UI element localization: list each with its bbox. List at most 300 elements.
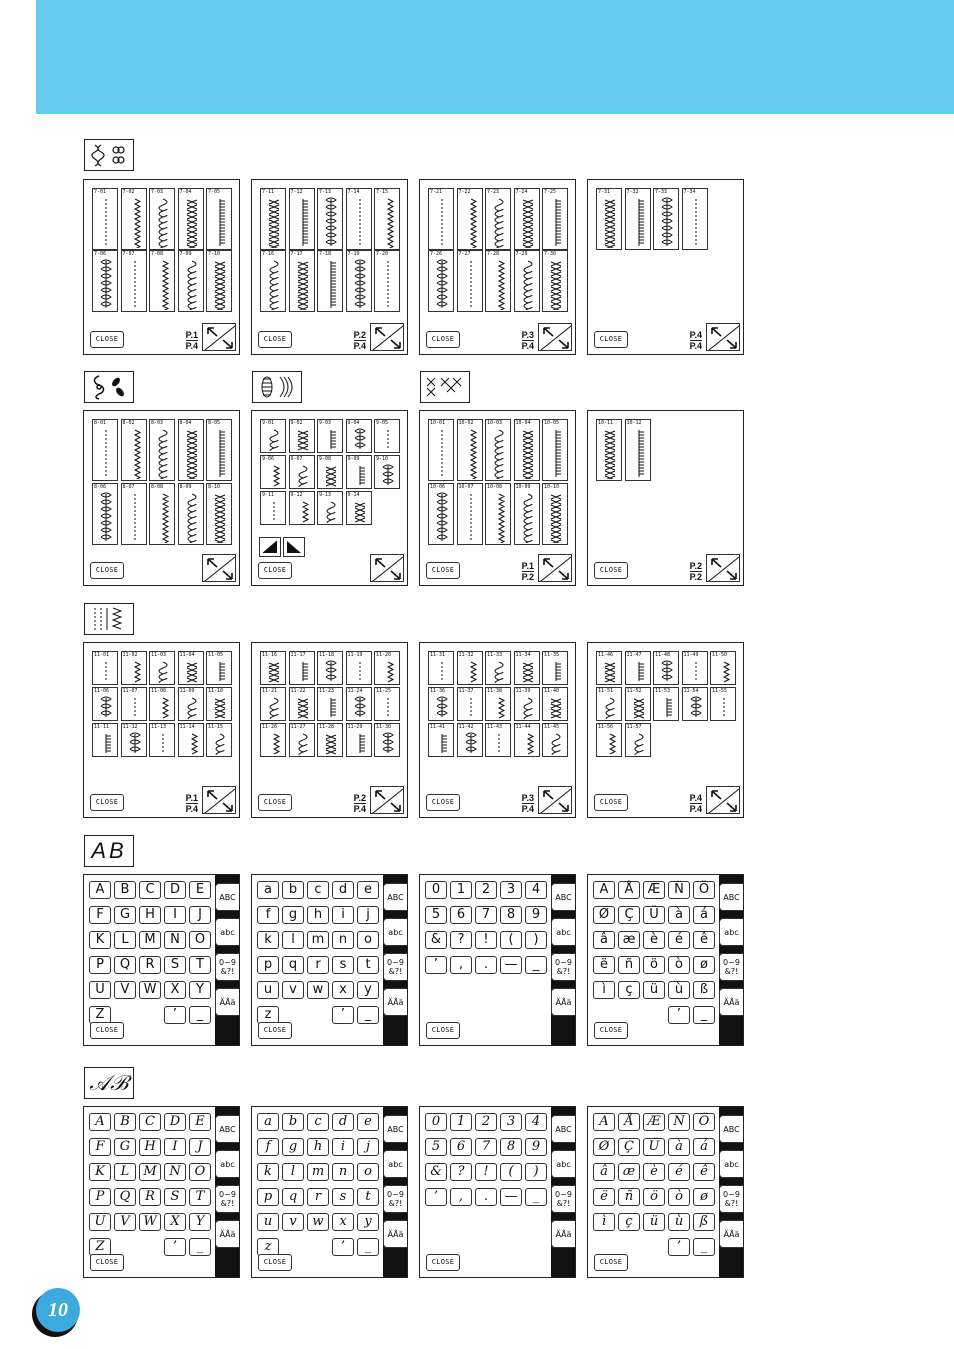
stitch-pattern-key[interactable] <box>428 687 454 721</box>
character-key[interactable]: x <box>332 981 354 999</box>
character-key[interactable]: H <box>139 1138 161 1156</box>
character-key[interactable]: s <box>332 956 354 974</box>
character-set-tab[interactable]: abc <box>215 918 239 946</box>
stitch-pattern-key[interactable] <box>514 687 540 721</box>
character-key[interactable]: y <box>357 981 379 999</box>
character-key[interactable]: ’ <box>332 1238 354 1256</box>
character-key[interactable]: h <box>307 1138 329 1156</box>
character-key[interactable]: ö <box>643 956 665 974</box>
character-key[interactable]: ê <box>693 931 715 949</box>
page-turn-button[interactable] <box>202 554 236 582</box>
character-key[interactable]: ’ <box>332 1006 354 1024</box>
close-button[interactable]: CLOSE <box>594 1254 628 1271</box>
character-key[interactable]: A <box>89 1113 111 1131</box>
character-key[interactable]: 4 <box>525 881 547 899</box>
page-turn-button[interactable] <box>538 554 572 582</box>
character-key[interactable]: j <box>357 906 379 924</box>
character-key[interactable]: D <box>164 881 186 899</box>
character-key[interactable]: 4 <box>525 1113 547 1131</box>
character-set-tab[interactable]: ÄÅä <box>719 1220 743 1248</box>
character-set-tab[interactable]: abc <box>551 918 575 946</box>
stitch-pattern-key[interactable] <box>542 651 568 685</box>
character-key[interactable]: e <box>357 1113 379 1131</box>
close-button[interactable]: CLOSE <box>594 794 628 811</box>
stitch-pattern-key[interactable] <box>317 491 343 525</box>
character-key[interactable]: S <box>164 956 186 974</box>
stitch-pattern-key[interactable] <box>260 455 286 489</box>
character-key[interactable]: J <box>189 906 211 924</box>
character-key[interactable]: ? <box>450 1163 472 1181</box>
character-key[interactable]: ( <box>500 931 522 949</box>
stitch-pattern-key[interactable] <box>289 419 315 453</box>
character-key[interactable]: ç <box>618 981 640 999</box>
character-key[interactable]: ’ <box>164 1006 186 1024</box>
close-button[interactable]: CLOSE <box>90 562 124 579</box>
script-letters-category-icon[interactable]: 𝒜ℬ <box>84 1067 134 1099</box>
stitch-pattern-key[interactable] <box>596 687 622 721</box>
character-key[interactable]: Q <box>114 1188 136 1206</box>
character-key[interactable]: a <box>257 1113 279 1131</box>
close-button[interactable]: CLOSE <box>426 562 460 579</box>
stitch-pattern-key[interactable] <box>625 651 651 685</box>
close-button[interactable]: CLOSE <box>426 1022 460 1039</box>
stitch-pattern-key[interactable] <box>682 188 708 250</box>
stitch-pattern-key[interactable] <box>206 419 232 481</box>
stitch-pattern-key[interactable] <box>260 687 286 721</box>
stitch-pattern-key[interactable] <box>121 483 147 545</box>
character-key[interactable]: u <box>257 1213 279 1231</box>
character-key[interactable]: 5 <box>425 1138 447 1156</box>
page-turn-button[interactable] <box>202 786 236 814</box>
stitch-pattern-key[interactable] <box>289 651 315 685</box>
character-key[interactable]: v <box>282 981 304 999</box>
character-key[interactable]: m <box>307 931 329 949</box>
character-key[interactable]: ( <box>500 1163 522 1181</box>
stitch-pattern-key[interactable] <box>653 687 679 721</box>
character-key[interactable]: w <box>307 1213 329 1231</box>
stitch-pattern-key[interactable] <box>178 687 204 721</box>
character-set-tab[interactable]: abc <box>551 1150 575 1178</box>
character-key[interactable]: g <box>282 1138 304 1156</box>
character-key[interactable]: ì <box>593 1213 615 1231</box>
character-set-tab[interactable]: abc <box>215 1150 239 1178</box>
stitch-pattern-key[interactable] <box>260 651 286 685</box>
character-key[interactable]: J <box>189 1138 211 1156</box>
character-key[interactable]: c <box>307 1113 329 1131</box>
stitch-pattern-key[interactable] <box>542 483 568 545</box>
stitch-pattern-key[interactable] <box>625 723 651 757</box>
character-key[interactable]: w <box>307 981 329 999</box>
character-key[interactable]: 8 <box>500 906 522 924</box>
character-key[interactable]: R <box>139 1188 161 1206</box>
stitch-pattern-key[interactable] <box>92 250 118 312</box>
stitch-pattern-key[interactable] <box>149 483 175 545</box>
close-button[interactable]: CLOSE <box>594 1022 628 1039</box>
character-key[interactable]: F <box>89 906 111 924</box>
stitch-pattern-key[interactable] <box>625 188 651 250</box>
close-button[interactable]: CLOSE <box>90 331 124 348</box>
stitch-pattern-key[interactable] <box>317 250 343 312</box>
character-set-tab[interactable]: abc <box>383 1150 407 1178</box>
page-turn-button[interactable] <box>538 786 572 814</box>
character-set-tab[interactable]: ÄÅä <box>215 1220 239 1248</box>
close-button[interactable]: CLOSE <box>594 562 628 579</box>
character-key[interactable]: k <box>257 1163 279 1181</box>
stitch-pattern-key[interactable] <box>121 723 147 757</box>
character-key[interactable]: y <box>357 1213 379 1231</box>
stitch-pattern-key[interactable] <box>485 651 511 685</box>
character-key[interactable]: ) <box>525 1163 547 1181</box>
character-set-tab[interactable]: ABC <box>719 1115 743 1143</box>
character-key[interactable]: S <box>164 1188 186 1206</box>
character-key[interactable]: Æ <box>643 1113 665 1131</box>
page-turn-button[interactable] <box>370 554 404 582</box>
stitch-pattern-key[interactable] <box>92 651 118 685</box>
character-key[interactable]: ! <box>475 1163 497 1181</box>
character-key[interactable]: à <box>668 1138 690 1156</box>
close-button[interactable]: CLOSE <box>90 794 124 811</box>
stitch-pattern-key[interactable] <box>346 455 372 489</box>
character-set-tab[interactable]: 0~9 &?! <box>215 953 239 981</box>
stitch-pattern-key[interactable] <box>289 491 315 525</box>
character-key[interactable]: Q <box>114 956 136 974</box>
stitch-pattern-key[interactable] <box>457 723 483 757</box>
page-turn-button[interactable] <box>202 323 236 351</box>
character-key[interactable]: 0 <box>425 1113 447 1131</box>
stitch-pattern-key[interactable] <box>206 250 232 312</box>
character-set-tab[interactable]: ABC <box>719 883 743 911</box>
character-key[interactable]: b <box>282 881 304 899</box>
character-key[interactable]: A <box>89 881 111 899</box>
character-key[interactable]: G <box>114 1138 136 1156</box>
stitch-pattern-key[interactable] <box>625 687 651 721</box>
character-key[interactable]: _ <box>525 956 547 974</box>
stitch-pattern-key[interactable] <box>346 723 372 757</box>
character-key[interactable]: Ç <box>618 1138 640 1156</box>
character-key[interactable]: ? <box>450 931 472 949</box>
stitch-pattern-key[interactable] <box>260 250 286 312</box>
stitch-pattern-key[interactable] <box>149 651 175 685</box>
character-key[interactable]: ù <box>668 1213 690 1231</box>
decorative-stitch-category-icon[interactable] <box>84 139 134 171</box>
character-key[interactable]: L <box>114 1163 136 1181</box>
character-key[interactable]: W <box>139 981 161 999</box>
character-key[interactable]: X <box>164 981 186 999</box>
character-set-tab[interactable]: 0~9 &?! <box>719 953 743 981</box>
character-set-tab[interactable]: 0~9 &?! <box>383 953 407 981</box>
character-key[interactable]: R <box>139 956 161 974</box>
stitch-pattern-key[interactable] <box>317 188 343 250</box>
character-key[interactable]: 5 <box>425 906 447 924</box>
character-key[interactable]: r <box>307 1188 329 1206</box>
stitch-pattern-key[interactable] <box>682 651 708 685</box>
character-key[interactable]: æ <box>618 1163 640 1181</box>
character-key[interactable]: C <box>139 1113 161 1131</box>
character-key[interactable]: U <box>89 981 111 999</box>
character-set-tab[interactable]: 0~9 &?! <box>551 953 575 981</box>
page-turn-button[interactable] <box>538 323 572 351</box>
character-key[interactable]: ç <box>618 1213 640 1231</box>
character-set-tab[interactable]: ÄÅä <box>383 1220 407 1248</box>
stitch-pattern-key[interactable] <box>260 419 286 453</box>
character-key[interactable]: e <box>357 881 379 899</box>
stitch-pattern-key[interactable] <box>178 419 204 481</box>
character-key[interactable]: Ö <box>693 1113 715 1131</box>
character-key[interactable]: a <box>257 881 279 899</box>
stitch-pattern-key[interactable] <box>206 723 232 757</box>
character-key[interactable]: Y <box>189 981 211 999</box>
character-key[interactable]: è <box>643 1163 665 1181</box>
character-key[interactable]: L <box>114 931 136 949</box>
character-key[interactable]: b <box>282 1113 304 1131</box>
stitch-pattern-key[interactable] <box>457 250 483 312</box>
character-key[interactable]: , <box>450 1188 472 1206</box>
character-key[interactable]: k <box>257 931 279 949</box>
stitch-pattern-key[interactable] <box>428 723 454 757</box>
character-key[interactable]: _ <box>189 1238 211 1256</box>
stitch-pattern-key[interactable] <box>206 188 232 250</box>
character-key[interactable]: j <box>357 1138 379 1156</box>
character-key[interactable]: O <box>189 931 211 949</box>
close-button[interactable]: CLOSE <box>258 562 292 579</box>
stitch-pattern-key[interactable] <box>178 723 204 757</box>
character-key[interactable]: ù <box>668 981 690 999</box>
stitch-pattern-key[interactable] <box>710 687 736 721</box>
stitch-pattern-key[interactable] <box>149 250 175 312</box>
character-set-tab[interactable]: ABC <box>551 1115 575 1143</box>
character-key[interactable]: H <box>139 906 161 924</box>
stitch-pattern-key[interactable] <box>121 651 147 685</box>
stitch-pattern-key[interactable] <box>149 419 175 481</box>
character-set-tab[interactable]: abc <box>383 918 407 946</box>
character-key[interactable]: â <box>593 1163 615 1181</box>
character-key[interactable]: 8 <box>500 1138 522 1156</box>
character-set-tab[interactable]: ABC <box>383 1115 407 1143</box>
stitch-pattern-key[interactable] <box>374 651 400 685</box>
stitch-pattern-key[interactable] <box>317 419 343 453</box>
character-key[interactable]: _ <box>693 1006 715 1024</box>
character-key[interactable]: Æ <box>643 881 665 899</box>
character-key[interactable]: , <box>450 956 472 974</box>
character-key[interactable]: _ <box>357 1238 379 1256</box>
character-key[interactable]: 3 <box>500 1113 522 1131</box>
character-key[interactable]: ò <box>668 956 690 974</box>
character-key[interactable]: Ñ <box>668 881 690 899</box>
character-key[interactable]: D <box>164 1113 186 1131</box>
wide-satin-stitch-category-icon[interactable] <box>252 371 302 403</box>
close-button[interactable]: CLOSE <box>258 1022 292 1039</box>
character-key[interactable]: Ø <box>593 906 615 924</box>
character-key[interactable]: n <box>332 931 354 949</box>
stitch-pattern-key[interactable] <box>289 687 315 721</box>
stitch-pattern-key[interactable] <box>346 419 372 453</box>
character-key[interactable]: 1 <box>450 881 472 899</box>
stitch-pattern-key[interactable] <box>374 687 400 721</box>
character-key[interactable]: æ <box>618 931 640 949</box>
mirror-left-button[interactable] <box>259 537 281 557</box>
stitch-pattern-key[interactable] <box>428 250 454 312</box>
character-key[interactable]: x <box>332 1213 354 1231</box>
character-key[interactable]: d <box>332 881 354 899</box>
character-key[interactable]: — <box>500 956 522 974</box>
character-key[interactable]: i <box>332 906 354 924</box>
stitch-pattern-key[interactable] <box>92 723 118 757</box>
close-button[interactable]: CLOSE <box>90 1022 124 1039</box>
page-turn-button[interactable] <box>706 554 740 582</box>
stitch-pattern-key[interactable] <box>596 723 622 757</box>
stitch-pattern-key[interactable] <box>178 483 204 545</box>
character-key[interactable]: ø <box>693 1188 715 1206</box>
stitch-pattern-key[interactable] <box>206 651 232 685</box>
character-set-tab[interactable]: ÄÅä <box>551 1220 575 1248</box>
character-key[interactable]: . <box>475 956 497 974</box>
stitch-pattern-key[interactable] <box>260 723 286 757</box>
utility-decorative-stitch-category-icon[interactable] <box>84 603 134 635</box>
character-key[interactable]: Ø <box>593 1138 615 1156</box>
character-key[interactable]: f <box>257 1138 279 1156</box>
close-button[interactable]: CLOSE <box>90 1254 124 1271</box>
character-key[interactable]: M <box>139 1163 161 1181</box>
character-key[interactable]: I <box>164 906 186 924</box>
character-key[interactable]: Å <box>618 1113 640 1131</box>
character-key[interactable]: c <box>307 881 329 899</box>
character-key[interactable]: O <box>189 1163 211 1181</box>
stitch-pattern-key[interactable] <box>289 250 315 312</box>
stitch-pattern-key[interactable] <box>149 687 175 721</box>
character-key[interactable]: t <box>357 1188 379 1206</box>
stitch-pattern-key[interactable] <box>485 188 511 250</box>
character-key[interactable]: ’ <box>668 1006 690 1024</box>
stitch-pattern-key[interactable] <box>542 687 568 721</box>
character-key[interactable]: ë <box>593 1188 615 1206</box>
page-turn-button[interactable] <box>370 323 404 351</box>
close-button[interactable]: CLOSE <box>594 331 628 348</box>
stitch-pattern-key[interactable] <box>514 250 540 312</box>
stitch-pattern-key[interactable] <box>653 188 679 250</box>
stitch-pattern-key[interactable] <box>92 419 118 481</box>
character-key[interactable]: 6 <box>450 906 472 924</box>
character-key[interactable]: Ü <box>643 1138 665 1156</box>
character-key[interactable]: z <box>257 1238 279 1256</box>
character-set-tab[interactable]: ÄÅä <box>551 988 575 1016</box>
character-key[interactable]: s <box>332 1188 354 1206</box>
character-key[interactable]: ò <box>668 1188 690 1206</box>
character-key[interactable]: N <box>164 1163 186 1181</box>
character-key[interactable]: Ü <box>643 906 665 924</box>
stitch-pattern-key[interactable] <box>542 723 568 757</box>
character-key[interactable]: B <box>114 881 136 899</box>
stitch-pattern-key[interactable] <box>596 651 622 685</box>
stitch-pattern-key[interactable] <box>92 687 118 721</box>
character-set-tab[interactable]: ÄÅä <box>383 988 407 1016</box>
stitch-pattern-key[interactable] <box>710 651 736 685</box>
stitch-pattern-key[interactable] <box>346 188 372 250</box>
character-key[interactable]: K <box>89 1163 111 1181</box>
stitch-pattern-key[interactable] <box>514 188 540 250</box>
stitch-pattern-key[interactable] <box>428 651 454 685</box>
stitch-pattern-key[interactable] <box>514 483 540 545</box>
character-key[interactable]: W <box>139 1213 161 1231</box>
character-key[interactable]: Ö <box>693 881 715 899</box>
character-key[interactable]: p <box>257 956 279 974</box>
stitch-pattern-key[interactable] <box>346 651 372 685</box>
stitch-pattern-key[interactable] <box>289 455 315 489</box>
close-button[interactable]: CLOSE <box>426 794 460 811</box>
character-key[interactable]: ’ <box>425 956 447 974</box>
character-set-tab[interactable]: ABC <box>215 1115 239 1143</box>
page-turn-button[interactable] <box>370 786 404 814</box>
stitch-pattern-key[interactable] <box>374 188 400 250</box>
character-key[interactable]: à <box>668 906 690 924</box>
character-key[interactable]: A <box>593 881 615 899</box>
stitch-pattern-key[interactable] <box>457 483 483 545</box>
stitch-pattern-key[interactable] <box>346 491 372 525</box>
character-key[interactable]: 9 <box>525 1138 547 1156</box>
character-key[interactable]: K <box>89 931 111 949</box>
stitch-pattern-key[interactable] <box>317 651 343 685</box>
character-key[interactable]: C <box>139 881 161 899</box>
stitch-pattern-key[interactable] <box>346 250 372 312</box>
character-key[interactable]: P <box>89 956 111 974</box>
character-key[interactable]: G <box>114 906 136 924</box>
character-key[interactable]: P <box>89 1188 111 1206</box>
page-turn-button[interactable] <box>706 323 740 351</box>
character-key[interactable]: & <box>425 931 447 949</box>
character-key[interactable]: Y <box>189 1213 211 1231</box>
stitch-pattern-key[interactable] <box>374 250 400 312</box>
character-key[interactable]: 2 <box>475 1113 497 1131</box>
stitch-pattern-key[interactable] <box>542 419 568 481</box>
character-key[interactable]: ü <box>643 1213 665 1231</box>
character-key[interactable]: l <box>282 1163 304 1181</box>
character-key[interactable]: h <box>307 906 329 924</box>
character-key[interactable]: T <box>189 1188 211 1206</box>
stitch-pattern-key[interactable] <box>346 687 372 721</box>
stitch-pattern-key[interactable] <box>178 651 204 685</box>
character-key[interactable]: ö <box>643 1188 665 1206</box>
character-set-tab[interactable]: ABC <box>383 883 407 911</box>
character-key[interactable]: T <box>189 956 211 974</box>
character-key[interactable]: ’ <box>668 1238 690 1256</box>
character-key[interactable]: 0 <box>425 881 447 899</box>
character-key[interactable]: ) <box>525 931 547 949</box>
character-key[interactable]: 3 <box>500 881 522 899</box>
stitch-pattern-key[interactable] <box>457 188 483 250</box>
stitch-pattern-key[interactable] <box>625 419 651 481</box>
character-key[interactable]: F <box>89 1138 111 1156</box>
character-set-tab[interactable]: 0~9 &?! <box>719 1185 743 1213</box>
character-key[interactable]: ë <box>593 956 615 974</box>
stitch-pattern-key[interactable] <box>317 687 343 721</box>
stitch-pattern-key[interactable] <box>457 687 483 721</box>
character-key[interactable]: d <box>332 1113 354 1131</box>
stitch-pattern-key[interactable] <box>485 483 511 545</box>
character-key[interactable]: m <box>307 1163 329 1181</box>
character-key[interactable]: — <box>500 1188 522 1206</box>
stitch-pattern-key[interactable] <box>178 188 204 250</box>
stitch-pattern-key[interactable] <box>260 188 286 250</box>
stitch-pattern-key[interactable] <box>514 651 540 685</box>
character-key[interactable]: A <box>593 1113 615 1131</box>
stitch-pattern-key[interactable] <box>374 723 400 757</box>
character-key[interactable]: ñ <box>618 1188 640 1206</box>
character-key[interactable]: V <box>114 1213 136 1231</box>
character-key[interactable]: é <box>668 1163 690 1181</box>
character-key[interactable]: _ <box>525 1188 547 1206</box>
page-turn-button[interactable] <box>706 786 740 814</box>
character-set-tab[interactable]: ABC <box>215 883 239 911</box>
character-key[interactable]: q <box>282 1188 304 1206</box>
